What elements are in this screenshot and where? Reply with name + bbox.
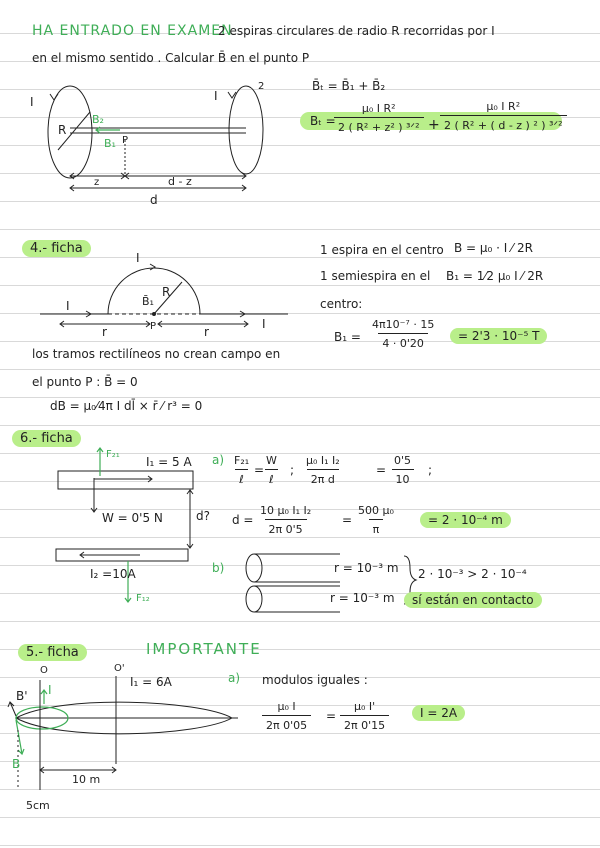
i1-label-5: I₁ = 6A bbox=[130, 675, 172, 689]
point-p-label-4: P bbox=[150, 321, 157, 332]
b1-vector-label: B₁ bbox=[104, 137, 116, 150]
part-a-label-5: a) bbox=[228, 671, 241, 685]
five-cm-label: 5cm bbox=[26, 799, 50, 812]
contact-conclusion: sí están en contacto bbox=[404, 592, 542, 608]
full-loop-equation: B = μ₀ · I ⁄ 2R bbox=[454, 241, 533, 255]
equals-2: = bbox=[376, 463, 387, 477]
part-b-label-6: b) bbox=[212, 561, 225, 575]
magnetic-force-num: μ₀ I₁ I₂ bbox=[306, 454, 340, 467]
i2-label: I₂ =10A bbox=[90, 567, 136, 581]
b-prime-label: B' bbox=[16, 689, 28, 703]
radius-label-4: R bbox=[162, 285, 171, 299]
field-wire-2-fraction bbox=[340, 700, 389, 732]
d-label: d = bbox=[232, 513, 254, 527]
equals-5: = bbox=[326, 709, 337, 723]
r-label-left: r bbox=[102, 325, 107, 339]
center-text: centro: bbox=[320, 297, 363, 311]
field-wire-1-num: μ₀ I bbox=[277, 700, 296, 713]
field-wire-1-fraction bbox=[262, 700, 311, 732]
section-6-heading: 6.- ficha bbox=[12, 430, 81, 447]
exam-title: HA ENTRADO EN EXAMEN bbox=[32, 23, 233, 39]
d-distance-label: d bbox=[150, 193, 158, 207]
field-wire-2-den: 2π 0'15 bbox=[340, 715, 389, 732]
d-fraction-den: 2π 0'5 bbox=[265, 519, 307, 536]
field-wire-2-num: μ₀ I' bbox=[353, 700, 376, 713]
field-sum-equation: B̄ₜ = B̄₁ + B̄₂ bbox=[312, 79, 386, 93]
d-fraction-num: 10 μ₀ I₁ I₂ bbox=[260, 504, 312, 517]
magnetic-force-den: 2π d bbox=[307, 469, 339, 486]
distance-d-label: d? bbox=[196, 509, 210, 523]
section-5-heading: 5.- ficha bbox=[18, 644, 87, 661]
full-loop-text: 1 espira en el centro bbox=[320, 243, 444, 257]
section-4-heading: 4.- ficha bbox=[22, 240, 91, 257]
current-label-left-4: I bbox=[66, 299, 70, 313]
note-straight-segments: los tramos rectilíneos no crean campo en bbox=[32, 347, 281, 361]
biot-savart-equation: dB = μ₀⁄4π I dl̄ × r̄ ⁄ r³ = 0 bbox=[50, 399, 203, 413]
ratio-num: 0'5 bbox=[394, 454, 412, 467]
equals-3: = bbox=[342, 513, 353, 527]
d-simplified-den: π bbox=[369, 519, 384, 536]
d-result: = 2 · 10⁻⁴ m bbox=[420, 512, 511, 528]
ten-meters-label: 10 m bbox=[72, 773, 101, 786]
field-wire-1-den: 2π 0'05 bbox=[262, 715, 311, 732]
plus-sign: + bbox=[428, 117, 440, 133]
b-label-5: B bbox=[12, 757, 21, 771]
bt-label: Bₜ = bbox=[310, 114, 336, 128]
equal-moduli-text: modulos iguales : bbox=[262, 673, 368, 687]
fraction-loop-2-num: μ₀ I R² bbox=[486, 100, 521, 113]
current-result: I = 2A bbox=[412, 705, 465, 721]
current-label-right: I bbox=[214, 89, 218, 103]
b1-value-label: B₁ = bbox=[334, 330, 361, 344]
radius-top: r = 10⁻³ m bbox=[334, 561, 399, 575]
z-distance-label: z bbox=[94, 177, 100, 188]
f12-label: F₁₂ bbox=[136, 593, 150, 604]
force-per-length-den: ℓ bbox=[235, 469, 248, 486]
fraction-loop-1-num: μ₀ I R² bbox=[361, 102, 396, 115]
statement-line-1: 2 espiras circulares de radio R recorridas por I bbox=[218, 24, 495, 38]
half-loop-equation: B₁ = 1⁄2 μ₀ I ⁄ 2R bbox=[446, 269, 544, 283]
weight-per-length-den: ℓ bbox=[265, 469, 278, 486]
r-label-right: r bbox=[204, 325, 209, 339]
dz-distance-label: d - z bbox=[168, 175, 192, 188]
origin-op-label: O' bbox=[114, 663, 125, 674]
b1-fraction-num: 4π10⁻⁷ · 15 bbox=[372, 318, 435, 331]
important-label: IMPORTANTE bbox=[146, 640, 262, 658]
part-a-label-6: a) bbox=[212, 453, 225, 467]
current-i-label-5: I bbox=[48, 683, 52, 697]
point-p-label: P bbox=[122, 135, 129, 146]
current-label-top: I bbox=[136, 251, 140, 265]
current-label-left: I bbox=[30, 95, 34, 109]
b1-label-4: B̄₁ bbox=[142, 295, 154, 308]
weight-label: W = 0'5 N bbox=[102, 511, 163, 525]
radius-label: R bbox=[58, 123, 67, 137]
equals-1: = bbox=[254, 463, 265, 477]
statement-line-2: en el mismo sentido . Calcular B̄ en el punto P bbox=[32, 51, 310, 65]
semicolon-1: ; bbox=[290, 463, 295, 477]
b1-result: = 2'3 · 10⁻⁵ T bbox=[450, 328, 547, 344]
semicolon-2: ; bbox=[428, 463, 433, 477]
note-point-p: el punto P : B̄ = 0 bbox=[32, 375, 138, 389]
b2-vector-label: B₂ bbox=[92, 113, 104, 126]
weight-per-length-num: W bbox=[266, 454, 277, 467]
radius-bottom: r = 10⁻³ m bbox=[330, 591, 395, 605]
b1-fraction-den: 4 · 0'20 bbox=[378, 333, 428, 350]
force-per-length-num: F₂₁ bbox=[234, 454, 250, 467]
comparison: 2 · 10⁻³ > 2 · 10⁻⁴ bbox=[418, 567, 527, 581]
current-label-right-4: I bbox=[262, 317, 266, 331]
origin-o-label: O bbox=[40, 665, 48, 676]
fraction-loop-1-den: 2 ( R² + z² ) ³ᐟ² bbox=[334, 117, 424, 134]
loop-2-label: 2 bbox=[258, 81, 265, 92]
ratio-den: 10 bbox=[392, 469, 414, 486]
i1-label: I₁ = 5 A bbox=[146, 455, 192, 469]
d-simplified-num: 500 μ₀ bbox=[358, 504, 394, 517]
fraction-loop-2-den: 2 ( R² + ( d - z ) ² ) ³ᐟ² bbox=[440, 115, 567, 132]
f21-label: F₂₁ bbox=[106, 449, 120, 460]
half-loop-text: 1 semiespira en el bbox=[320, 269, 431, 283]
